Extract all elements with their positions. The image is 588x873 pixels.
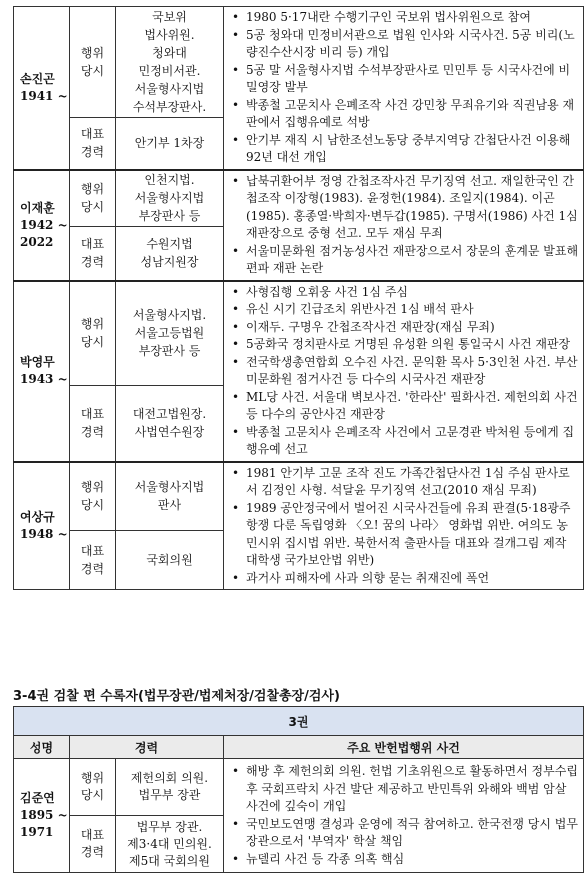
act-item: • 5공 청와대 민정비서관으로 법원 인사와 시국사건. 5공 비리(노량진수산시장 비리 등) 개입 (232, 27, 579, 62)
person-row (14, 170, 584, 227)
volume-label: 3권 (14, 707, 584, 736)
role-label: 행위 당시 (70, 7, 116, 118)
acts-list (224, 761, 583, 870)
person-years: 1895 ~ 1971 (20, 808, 68, 839)
acts-cell (224, 281, 584, 462)
person-row (14, 281, 584, 386)
person-name: 이재훈 (20, 200, 55, 215)
act-item: • 과거사 피해자에 사과 의향 묻는 취재진에 폭언 (232, 570, 579, 588)
person-years: 1942 ~ 2022 (20, 217, 68, 249)
acts-list (224, 282, 583, 461)
person-name-cell (14, 759, 70, 873)
career-position: 국회의원 (116, 530, 224, 589)
acts-cell (224, 759, 584, 873)
role-position: 인천지법. 서울형사지법 부장판사 등 (116, 170, 224, 227)
role-label: 행위 당시 (70, 170, 116, 227)
person-row (14, 7, 584, 118)
acts-list (224, 171, 583, 280)
career-position: 수원지법 성남지원장 (116, 226, 224, 280)
career-label: 대표 경력 (70, 385, 116, 461)
person-name-cell (14, 7, 70, 170)
act-item: • 납북귀환어부 정영 간첩조작사건 무기징역 선고. 재일한국인 간첩조작 이장형(1983). 윤정헌(1984). 조일지(1984). 이곤(1985). 홍종열·박희자·변두갑(1985). 구명서(1986) 사건 1심 재판장으로 중형 선고. 모두 재심 무죄 (232, 173, 579, 243)
acts-list (224, 7, 583, 169)
header-career: 경력 (70, 736, 224, 759)
act-item: • 안기부 재직 시 남한조선노동당 중부지역당 간첩단사건 이용해 92년 대선 개입 (232, 132, 579, 167)
person-row (14, 759, 584, 816)
act-item: • 이재두. 구명우 간첩조작사건 재판장(재심 무죄) (232, 319, 579, 337)
career-label: 대표 경력 (70, 530, 116, 589)
act-item: • 국민보도연맹 결성과 운영에 적극 참여하고. 한국전쟁 당시 법무장관으로서 '부역자' 학살 책임 (232, 816, 579, 851)
career-position: 대전고법원장. 사법연수원장 (116, 385, 224, 461)
acts-cell (224, 7, 584, 170)
act-item: • 5공 말 서울형사지법 수석부장판사로 민민투 등 시국사건에 비밀영장 발부 (232, 62, 579, 97)
acts-cell (224, 170, 584, 281)
career-position: 법무부 장관. 제3·4대 민의원. 제5대 국회의원 (116, 816, 224, 873)
person-name-cell (14, 281, 70, 462)
person-name: 여상규 (20, 509, 55, 524)
role-position: 서울형사지법. 서울고등법원 부장판사 등 (116, 281, 224, 386)
person-name-cell (14, 170, 70, 281)
act-item: • 뉴델리 사건 등 각종 의혹 핵심 (232, 851, 579, 869)
person-name-cell (14, 462, 70, 590)
table-judges (13, 6, 584, 590)
role-label: 행위 당시 (70, 281, 116, 386)
acts-cell (224, 462, 584, 590)
role-label: 행위 당시 (70, 462, 116, 531)
person-row (14, 462, 584, 531)
table-prosecutors (13, 706, 584, 873)
act-item: • 1980 5·17내란 수행기구인 국보위 법사위원으로 참여 (232, 9, 579, 27)
header-name: 성명 (14, 736, 70, 759)
role-position: 서울형사지법 판사 (116, 462, 224, 531)
role-label: 행위 당시 (70, 759, 116, 816)
act-item: • 유신 시기 긴급조치 위반사건 1심 배석 판사 (232, 301, 579, 319)
career-label: 대표 경력 (70, 117, 116, 169)
header-acts: 주요 반헌법행위 사건 (224, 736, 584, 759)
person-years: 1943 ~ (20, 372, 68, 386)
role-position: 국보위 법사위원. 청와대 민정비서관. 서울형사지법 수석부장판사. (116, 7, 224, 118)
act-item: • ML당 사건. 서울대 벽보사건. '한라산' 필화사건. 제헌의회 사건 등 다수의 공안사건 재판장 (232, 389, 579, 424)
career-position: 안기부 1차장 (116, 117, 224, 169)
act-item: • 전국학생총연합회 오수진 사건. 문익환 목사 5·3인천 사건. 부산미문화원 점거사건 등 다수의 시국사건 재판장 (232, 354, 579, 389)
act-item: • 서울미문화원 점거농성사건 재판장으로서 장문의 훈계문 발표해 편파 재판 논란 (232, 243, 579, 278)
act-item: • 1981 안기부 고문 조작 진도 가족간첩단사건 1심 주심 판사로서 김정인 사형. 석달윤 무기징역 선고(2010 재심 무죄) (232, 465, 579, 500)
role-position: 제헌의회 의원. 법무부 장관 (116, 759, 224, 816)
person-name: 박영무 (20, 355, 55, 369)
career-label: 대표 경력 (70, 816, 116, 873)
act-item: • 박종철 고문치사 은폐조작 사건 강민창 무죄유기와 직권남용 재판에서 집행유예로 석방 (232, 97, 579, 132)
person-years: 1948 ~ (20, 526, 68, 541)
section-title: 3-4권 검찰 편 수록자(법무장관/법제처장/검찰총장/검사) (13, 689, 340, 704)
career-label: 대표 경력 (70, 226, 116, 280)
act-item: • 5공화국 정치판사로 거명된 유성환 의원 통일국시 사건 재판장 (232, 336, 579, 354)
person-name: 김준연 (20, 791, 55, 805)
act-item: • 1989 공안정국에서 벌어진 시국사건들에 유죄 판결(5·18광주항쟁 다룬 독립영화 〈오! 꿈의 나라〉 영화법 위반. 여의도 농민시위 집시법 위반. 북한서적 출판사들 대표와 걸개그림 제작 대학생 국가보안법 위반) (232, 500, 579, 570)
person-years: 1941 ~ (20, 88, 68, 103)
act-item: • 사형집행 오휘웅 사건 1심 주심 (232, 284, 579, 302)
person-name: 손진곤 (20, 71, 55, 86)
acts-list (224, 463, 583, 590)
act-item: • 박종철 고문치사 은폐조작 사건에서 고문경관 박처원 등에게 집행유예 선고 (232, 424, 579, 459)
act-item: • 해방 후 제헌의회 의원. 헌법 기초위원으로 활동하면서 정부수립 후 국회프락치 사건 발단 제공하고 반민특위 와해와 백범 암살 사건에 깊숙이 개입 (232, 763, 579, 816)
